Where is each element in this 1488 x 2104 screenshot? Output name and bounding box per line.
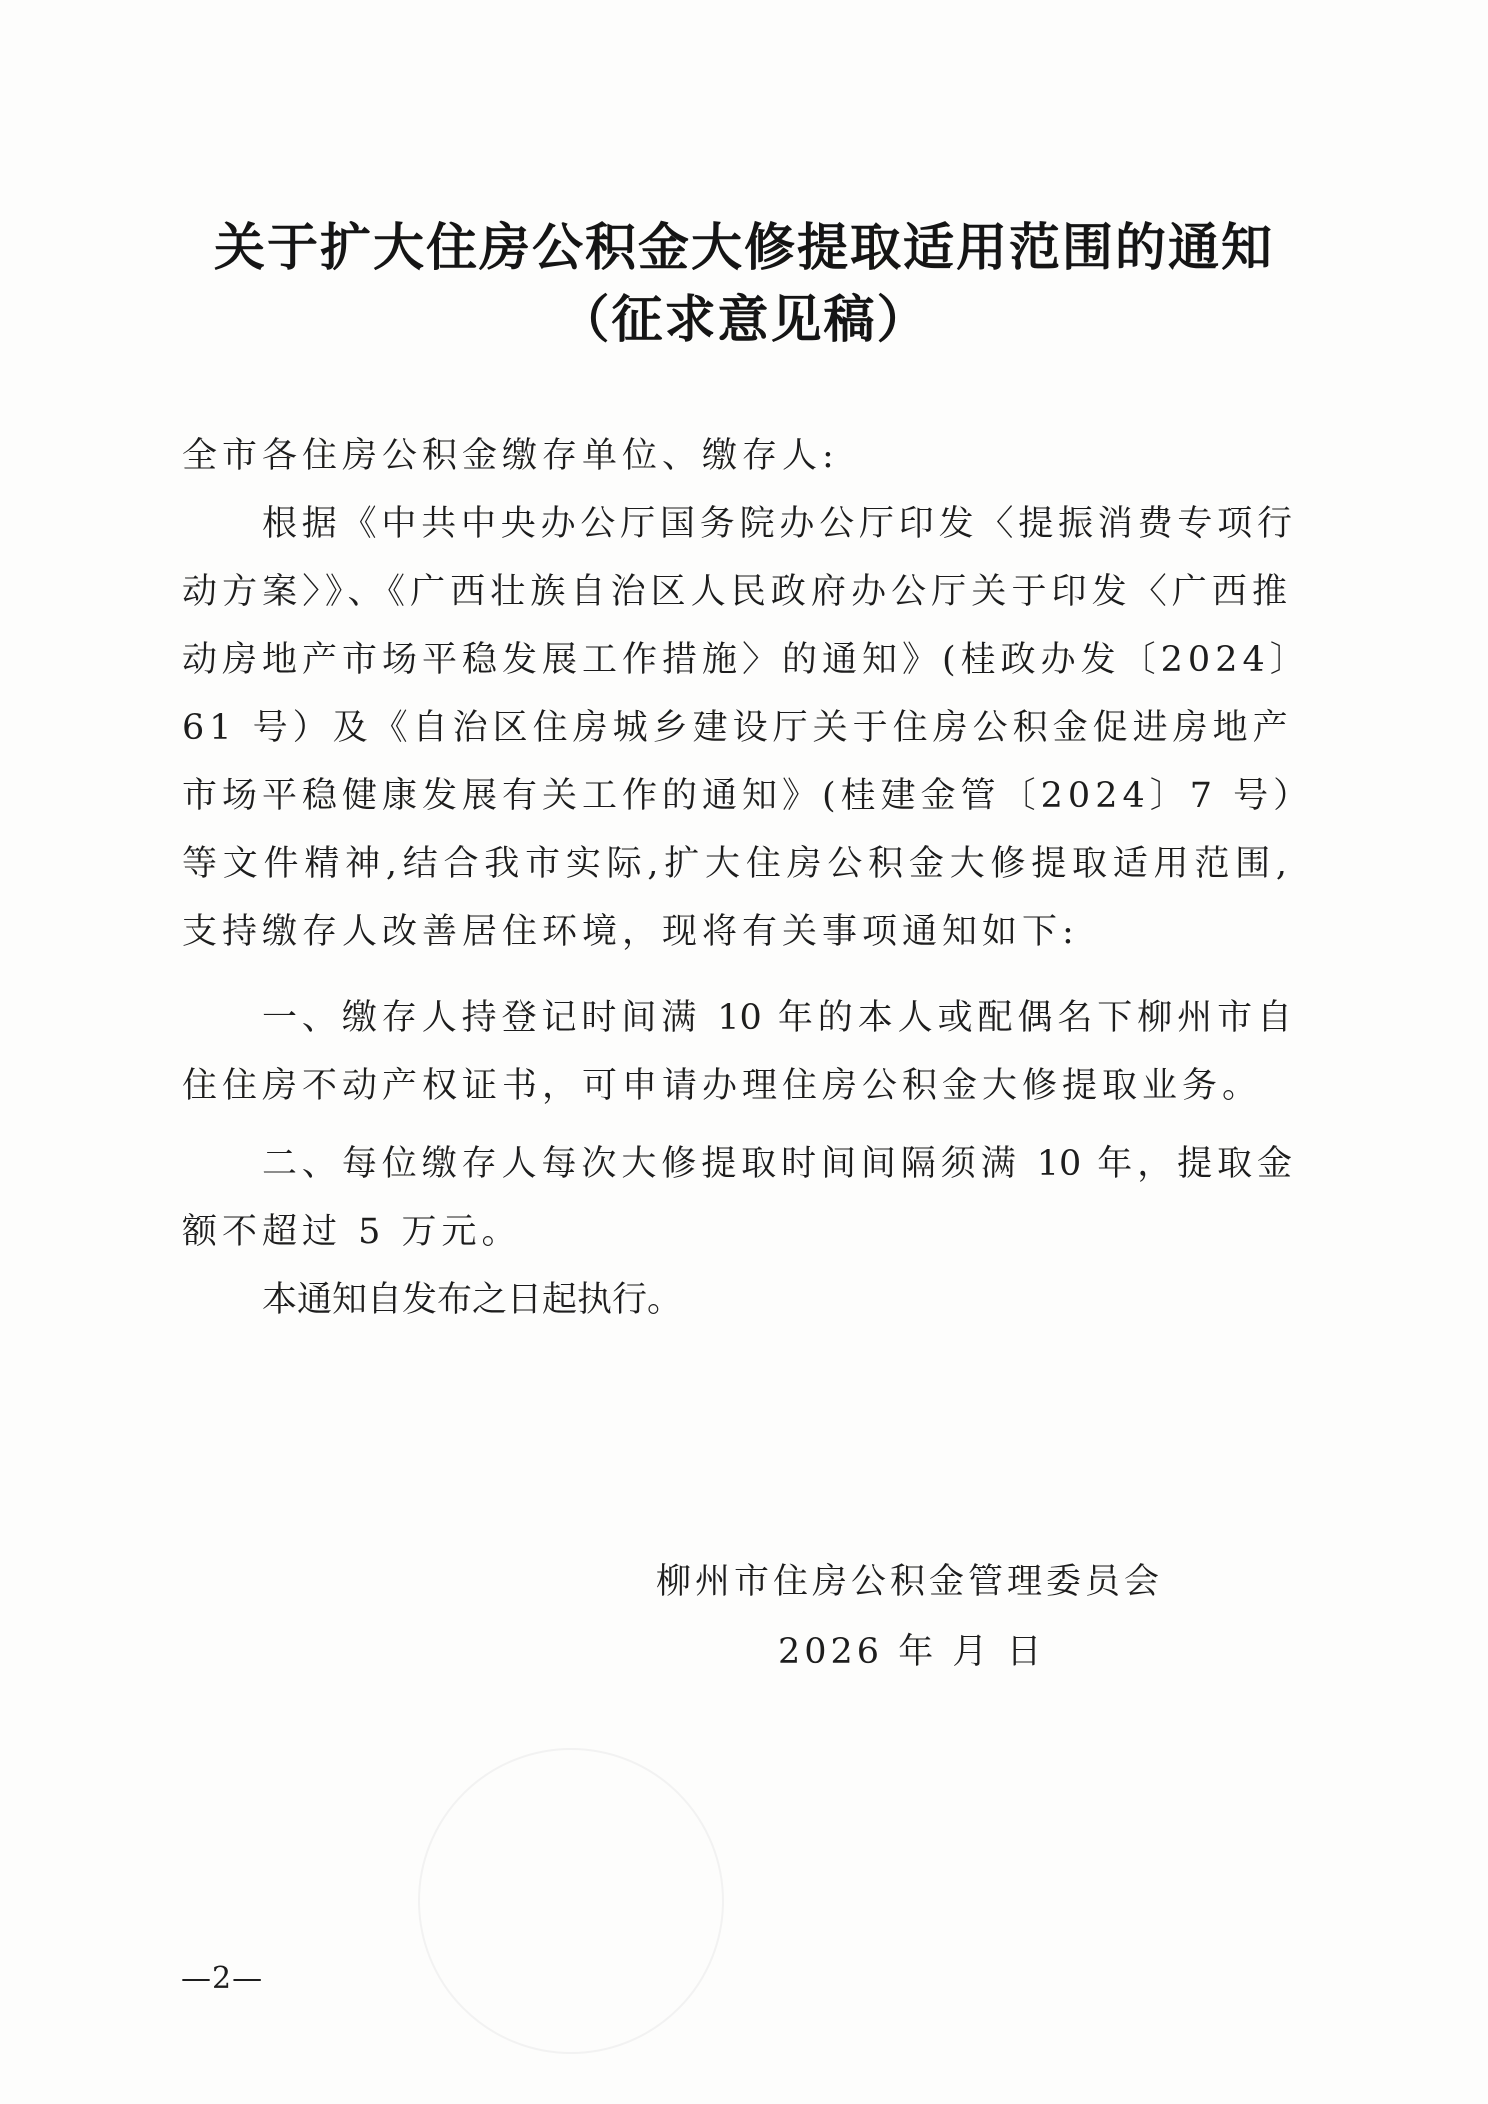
paragraph-line: 等文件精神,结合我市实际,扩大住房公积金大修提取适用范围, <box>182 844 1292 884</box>
paragraph-line: 动方案〉》、《广西壮族自治区人民政府办公厅关于印发〈广西推 <box>182 572 1292 612</box>
issuer-name: 柳州市住房公积金管理委员会 <box>656 1562 1164 1602</box>
page-number: —2— <box>181 1961 264 1996</box>
paragraph-line: 61 号）及《自治区住房城乡建设厅关于住房公积金促进房地产 <box>182 708 1293 748</box>
item-two-line: 额不超过 5 万元。 <box>182 1212 522 1252</box>
item-one-line: 住住房不动产权证书，可申请办理住房公积金大修提取业务。 <box>182 1066 1263 1106</box>
document-subtitle: （征求意见稿） <box>558 290 930 350</box>
salutation: 全市各住房公积金缴存单位、缴存人: <box>182 436 839 476</box>
issue-date: 2026 年 月 日 <box>778 1632 1046 1672</box>
item-two-line: 二、每位缴存人每次大修提取时间间隔须满 10 年，提取金 <box>262 1144 1292 1184</box>
document-title: 关于扩大住房公积金大修提取适用范围的通知 <box>213 218 1274 278</box>
paragraph-line: 动房地产市场平稳发展工作措施〉的通知》(桂政办发〔2024〕 <box>182 640 1310 680</box>
paragraph-line: 根据《中共中央办公厅国务院办公厅印发〈提振消费专项行 <box>262 504 1292 544</box>
paragraph-line: 市场平稳健康发展有关工作的通知》(桂建金管〔2024〕7 号） <box>182 776 1314 816</box>
faded-seal <box>418 1748 724 2054</box>
item-one-line: 一、缴存人持登记时间满 10 年的本人或配偶名下柳州市自 <box>262 998 1292 1038</box>
paragraph-line: 支持缴存人改善居住环境，现将有关事项通知如下: <box>182 912 1079 952</box>
closing-statement: 本通知自发布之日起执行。 <box>262 1280 683 1320</box>
